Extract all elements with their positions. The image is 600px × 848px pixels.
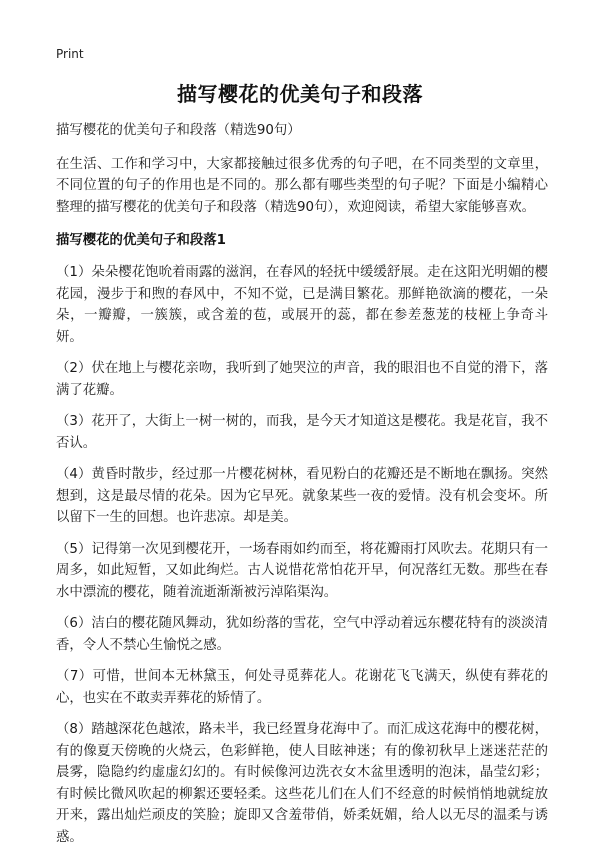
list-item: （5）记得第一次见到樱花开，一场春雨如约而至，将花瓣雨打风吹去。花期只有一周多，如此短暂，又如此绚烂。古人说惜花常怕花开早，何况落红无数。那些在春水中漂流的樱花，随着流逝渐渐被污淖陷渠沟。	[56, 541, 548, 600]
list-item: （3）花开了，大街上一树一树的，而我，是今天才知道这是樱花。我是花盲，我不否认。	[56, 414, 548, 451]
list-item: （8）踏越深花色越浓，路未半，我已经置身花海中了。而汇成这花海中的樱花树，有的像夏天傍晚的火烧云，色彩鲜艳，使人目眩神迷；有的像初秋早上迷迷茫茫的晨雾，隐隐约约虚虚幻幻的。有时候像河边洗衣女木盆里透明的泡沫，晶莹幻彩；有时候比微风吹起的柳絮还要轻柔。这些花儿们在人们不经意的时候悄悄地就绽放开来，露出灿烂顽皮的笑脸；旋即又含羞带俏，娇柔妩媚，给人以无尽的温柔与诱惑。	[56, 722, 548, 845]
article-body	[56, 120, 548, 848]
page-title: 描写樱花的优美句子和段落	[177, 82, 423, 106]
list-item: （7）可惜，世间本无林黛玉，何处寻觅葬花人。花谢花飞飞满天，纵使有葬花的心，也实在不敢卖弄葬花的矫情了。	[56, 669, 548, 706]
section-heading: 描写樱花的优美句子和段落1	[56, 233, 227, 248]
list-item: （1）朵朵樱花饱吮着雨露的滋润，在春风的轻抚中缓缓舒展。走在这阳光明媚的樱花园，漫步于和煦的春风中，不知不觉，已是满目繁花。那鲜艳欲滴的樱花，一朵朵，一瓣瓣，一簇簇，或含羞的苞，或展开的蕊，都在参差葱茏的枝桠上争奇斗妍。	[56, 265, 548, 345]
list-item: （2）伏在地上与樱花亲吻，我听到了她哭泣的声音，我的眼泪也不自觉的滑下，落满了花瓣。	[56, 361, 548, 398]
list-item: （4）黄昏时散步，经过那一片樱花树林，看见粉白的花瓣还是不断地在飘扬。突然想到，这是最尽情的花朵。因为它早死。就象某些一夜的爱情。没有机会变坏。所以留下一生的回想。也许悲凉。却是美。	[56, 467, 548, 525]
intro-paragraph: 在生活、工作和学习中，大家都接触过很多优秀的句子吧，在不同类型的文章里，不同位置的句子的作用也是不同的。那么都有哪些类型的句子呢？下面是小编精心整理的描写樱花的优美句子和段落（精选90句），欢迎阅读，希望大家能够喜欢。	[56, 156, 548, 215]
article-subtitle: 描写樱花的优美句子和段落（精选90句）	[56, 123, 301, 138]
list-item: （6）洁白的樱花随风舞动，犹如纷落的雪花，空气中浮动着远东樱花特有的淡淡清香，令人不禁心生愉悦之感。	[56, 616, 548, 653]
print-label: Print	[56, 47, 84, 61]
